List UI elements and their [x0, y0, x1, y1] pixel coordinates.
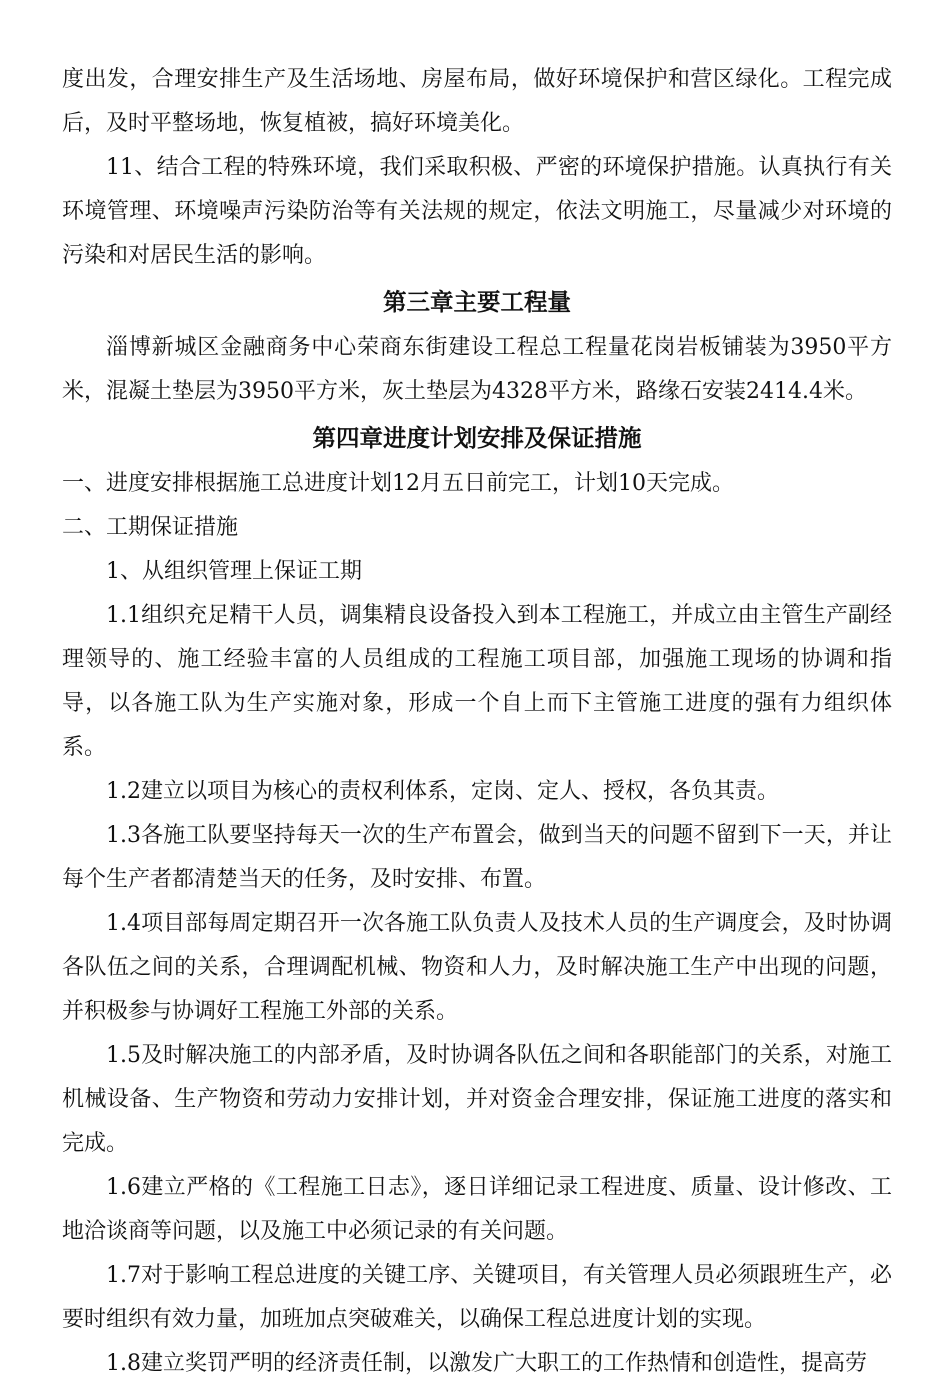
chapter-3-title: 第三章主要工程量	[383, 288, 571, 316]
item-1-1: 1.1组织充足精干人员，调集精良设备投入到本工程施工，并成立由主管生产副经理领导的、施工经验丰富的人员组成的工程施工项目部，加强施工现场的协调和指导，以各施工队为生产实施对象，形成一个自上而下主管施工进度的强有力组织体系。	[62, 603, 892, 760]
item-1-5: 1.5及时解决施工的内部矛盾，及时协调各队伍之间和各职能部门的关系，对施工机械设备、生产物资和劳动力安排计划，并对资金合理安排，保证施工进度的落实和完成。	[62, 1043, 892, 1156]
subsection-1-title: 1、从组织管理上保证工期	[106, 559, 362, 584]
item-1-2: 1.2建立以项目为核心的责权利体系，定岗、定人、授权，各负其责。	[106, 779, 779, 804]
section-2-title: 二、工期保证措施	[62, 515, 239, 540]
paragraph-continued: 度出发，合理安排生产及生活场地、房屋布局，做好环境保护和营区绿化。工程完成后，及时平整场地，恢复植被，搞好环境美化。	[62, 67, 892, 136]
section-1-schedule: 一、进度安排根据施工总进度计划12月五日前完工，计划10天完成。	[62, 471, 734, 496]
item-1-4: 1.4项目部每周定期召开一次各施工队负责人及技术人员的生产调度会，及时协调各队伍之间的关系，合理调配机械、物资和人力，及时解决施工生产中出现的问题，并积极参与协调好工程施工外部的关系。	[62, 911, 892, 1024]
document-page	[62, 58, 892, 1386]
item-1-3: 1.3各施工队要坚持每天一次的生产布置会，做到当天的问题不留到下一天，并让每个生产者都清楚当天的任务，及时安排、布置。	[62, 823, 892, 892]
item-1-8: 1.8建立奖罚严明的经济责任制，以激发广大职工的工作热情和创造性，提高劳	[106, 1351, 867, 1376]
paragraph-item-11: 11、结合工程的特殊环境，我们采取积极、严密的环境保护措施。认真执行有关环境管理、环境噪声污染防治等有关法规的规定，依法文明施工，尽量减少对环境的污染和对居民生活的影响。	[62, 155, 892, 268]
item-1-7: 1.7对于影响工程总进度的关键工序、关键项目，有关管理人员必须跟班生产，必要时组织有效力量，加班加点突破难关，以确保工程总进度计划的实现。	[62, 1263, 892, 1332]
chapter-3-body: 淄博新城区金融商务中心荣商东街建设工程总工程量花岗岩板铺装为3950平方米，混凝土垫层为3950平方米，灰土垫层为4328平方米，路缘石安装2414.4米。	[62, 335, 892, 404]
chapter-4-title: 第四章进度计划安排及保证措施	[312, 424, 642, 452]
item-1-6: 1.6建立严格的《工程施工日志》，逐日详细记录工程进度、质量、设计修改、工地洽谈商等问题，以及施工中必须记录的有关问题。	[62, 1175, 892, 1244]
